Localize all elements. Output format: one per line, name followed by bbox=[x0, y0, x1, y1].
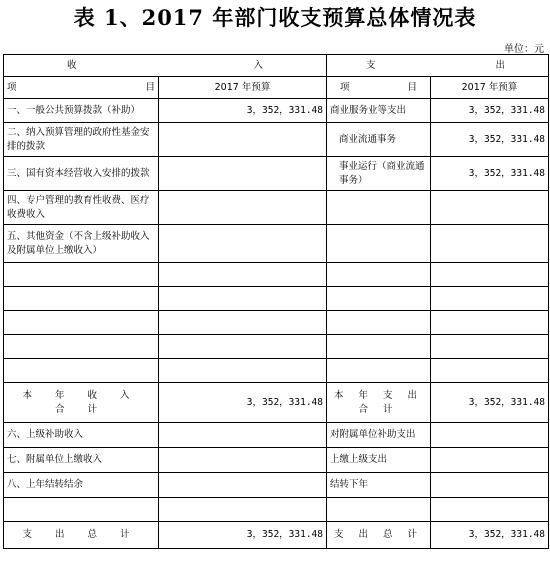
expense-total-label: 本 年 支 出 合 计 bbox=[327, 383, 431, 423]
table-row bbox=[4, 157, 549, 191]
income-value bbox=[159, 123, 327, 157]
expense-item bbox=[327, 225, 431, 263]
table-row bbox=[4, 225, 549, 263]
income-item: 五、其他资金（不含上级补助收入及附属单位上缴收入） bbox=[4, 225, 159, 263]
expense-item bbox=[327, 191, 431, 225]
expense-item: 事业运行（商业流通事务） bbox=[327, 157, 431, 191]
expense-value: 3，352，331.48 bbox=[431, 157, 549, 191]
income-item: 七、附属单位上缴收入 bbox=[4, 448, 159, 473]
table-row bbox=[4, 473, 549, 498]
income-budget-header: 2017 年预算 bbox=[159, 77, 327, 99]
income-item: 八、上年结转结余 bbox=[4, 473, 159, 498]
expense-item: 商业服务业等支出 bbox=[327, 99, 431, 123]
grand-total-right-label: 支 出 总 计 bbox=[327, 522, 431, 549]
grand-total-left-label: 支 出 总 计 bbox=[4, 522, 159, 549]
expense-item: 结转下年 bbox=[327, 473, 431, 498]
income-value bbox=[159, 225, 327, 263]
table-row bbox=[4, 99, 549, 123]
expense-header bbox=[327, 55, 549, 77]
table-row bbox=[4, 123, 549, 157]
income-value bbox=[159, 191, 327, 225]
expense-budget-header: 2017 年预算 bbox=[431, 77, 549, 99]
expense-header-left: 支 bbox=[366, 59, 376, 71]
expense-item: 上缴上级支出 bbox=[327, 448, 431, 473]
table-row bbox=[4, 423, 549, 448]
empty-row bbox=[4, 263, 549, 287]
income-item: 六、上级补助收入 bbox=[4, 423, 159, 448]
empty-row bbox=[4, 335, 549, 359]
item-header-right: 目 bbox=[145, 81, 155, 93]
table-row bbox=[4, 191, 549, 225]
item2-header-left: 项 bbox=[340, 81, 350, 93]
grand-total-left-value: 3，352，331.48 bbox=[159, 522, 327, 549]
item2-header-right: 目 bbox=[407, 81, 417, 93]
empty-row bbox=[4, 359, 549, 383]
empty-row bbox=[4, 311, 549, 335]
income-item: 二、纳入预算管理的政府性基金安排的拨款 bbox=[4, 123, 159, 157]
income-item: 一、一般公共预算拨款（补助） bbox=[4, 99, 159, 123]
empty-row bbox=[4, 498, 549, 522]
income-value bbox=[159, 157, 327, 191]
budget-table bbox=[3, 54, 549, 549]
income-total-label: 本 年 收 入 合 计 bbox=[4, 383, 159, 423]
expense-item: 对附属单位补助支出 bbox=[327, 423, 431, 448]
table-header-row-2 bbox=[4, 77, 549, 99]
expense-item: 商业流通事务 bbox=[327, 123, 431, 157]
income-header bbox=[4, 55, 327, 77]
table-row bbox=[4, 448, 549, 473]
grand-total-right-value: 3，352，331.48 bbox=[431, 522, 549, 549]
total-row bbox=[4, 383, 549, 423]
expense-value: 3，352，331.48 bbox=[431, 99, 549, 123]
unit-label: 单位：元 bbox=[504, 44, 544, 55]
expense-value bbox=[431, 191, 549, 225]
income-item-header bbox=[4, 77, 159, 99]
income-header-right: 入 bbox=[253, 59, 263, 71]
income-item: 三、国有资本经营收入安排的拨款 bbox=[4, 157, 159, 191]
item-header-left: 项 bbox=[7, 81, 17, 93]
expense-value: 3，352，331.48 bbox=[431, 123, 549, 157]
table-header-row-1 bbox=[4, 55, 549, 77]
grand-total-row bbox=[4, 522, 549, 549]
empty-row bbox=[4, 287, 549, 311]
income-total-value: 3，352，331.48 bbox=[159, 383, 327, 423]
page-title: 表 1、2017 年部门收支预算总体情况表 bbox=[73, 5, 477, 30]
income-header-left: 收 bbox=[67, 59, 77, 71]
expense-value bbox=[431, 225, 549, 263]
income-item: 四、专户管理的教育性收费、医疗收费收入 bbox=[4, 191, 159, 225]
expense-item-header bbox=[327, 77, 431, 99]
expense-total-value: 3，352，331.48 bbox=[431, 383, 549, 423]
income-value: 3，352，331.48 bbox=[159, 99, 327, 123]
expense-header-right: 出 bbox=[495, 59, 505, 71]
